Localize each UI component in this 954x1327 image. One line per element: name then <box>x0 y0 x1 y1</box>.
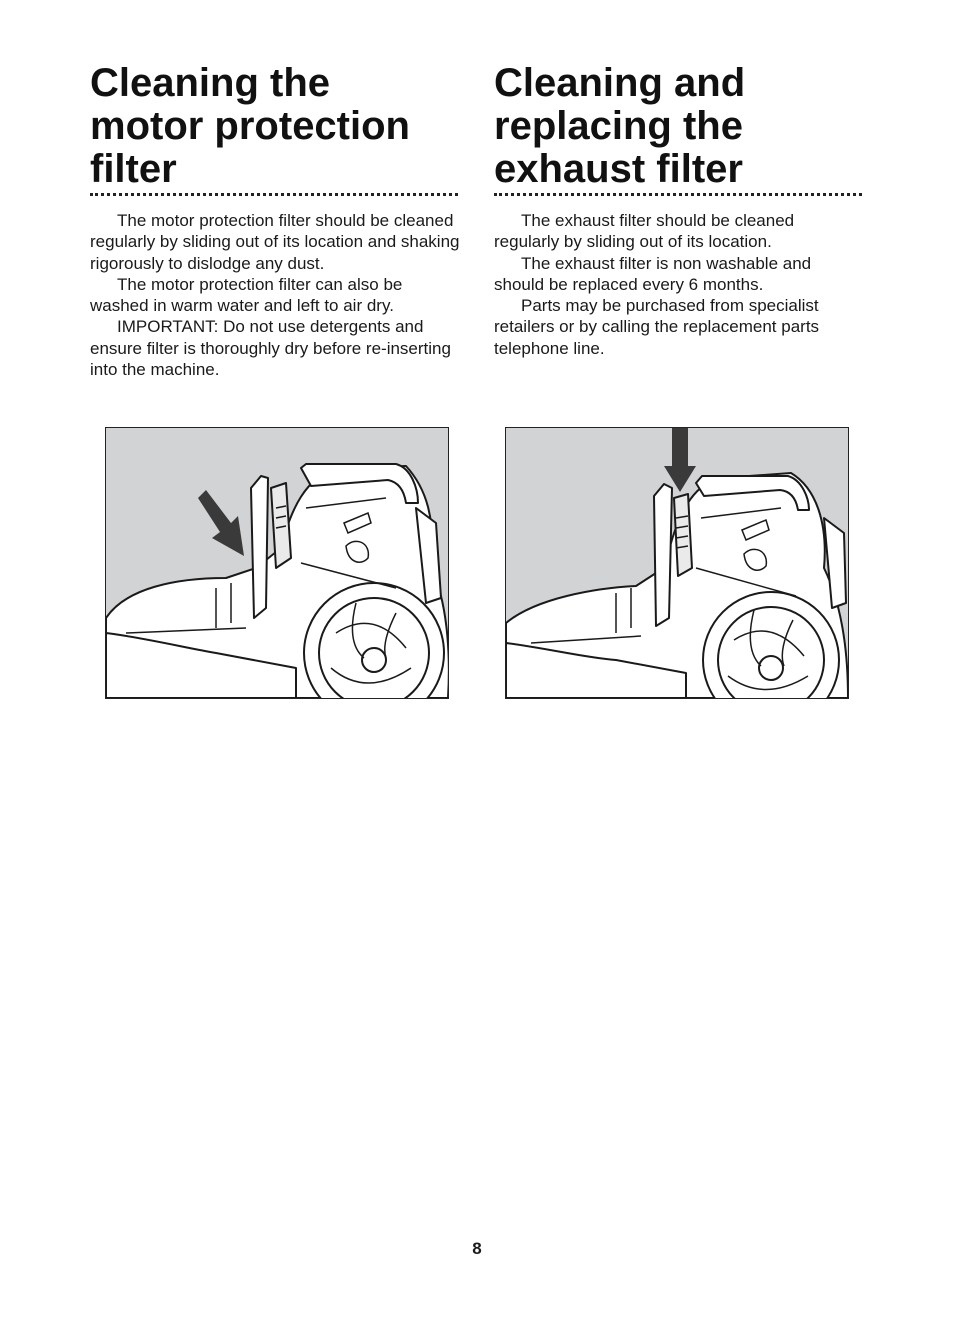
paragraph: IMPORTANT: Do not use detergents and ensure filter is thoroughly dry before re-inserting into the machine. <box>90 317 451 380</box>
diagonal-down-right-arrow-icon <box>198 490 244 556</box>
dotted-divider <box>90 193 458 196</box>
heading-line: exhaust filter <box>494 147 743 191</box>
heading-line: motor protection <box>90 104 410 148</box>
motor-filter-heading <box>90 62 460 191</box>
vacuum-motor-filter-illustration <box>105 427 449 699</box>
dotted-divider <box>494 193 862 196</box>
heading-line: Cleaning and <box>494 61 746 105</box>
heading-line: filter <box>90 147 177 191</box>
motor-filter-section <box>90 62 460 380</box>
paragraph: The exhaust filter should be cleaned regularly by sliding out of its location. <box>494 211 795 252</box>
vertical-down-arrow-icon <box>664 428 696 492</box>
paragraph: Parts may be purchased from specialist retailers or by calling the replacement parts telephone line. <box>494 296 820 358</box>
paragraph: The motor protection filter can also be washed in warm water and left to air dry. <box>90 274 403 316</box>
exhaust-filter-body <box>494 210 864 359</box>
exhaust-filter-heading <box>494 62 864 191</box>
motor-filter-body <box>90 210 460 380</box>
exhaust-filter-section <box>494 62 864 359</box>
heading-line: Cleaning the <box>90 61 331 105</box>
page-number: 8 <box>472 1239 482 1258</box>
heading-line: replacing the <box>494 104 743 148</box>
paragraph: The exhaust filter is non washable and should be replaced every 6 months. <box>494 253 812 294</box>
vacuum-exhaust-filter-illustration <box>505 427 849 699</box>
paragraph: The motor protection filter should be cleaned regularly by sliding out of its location and shaking rigorously to dislodge any dust. <box>90 211 460 273</box>
